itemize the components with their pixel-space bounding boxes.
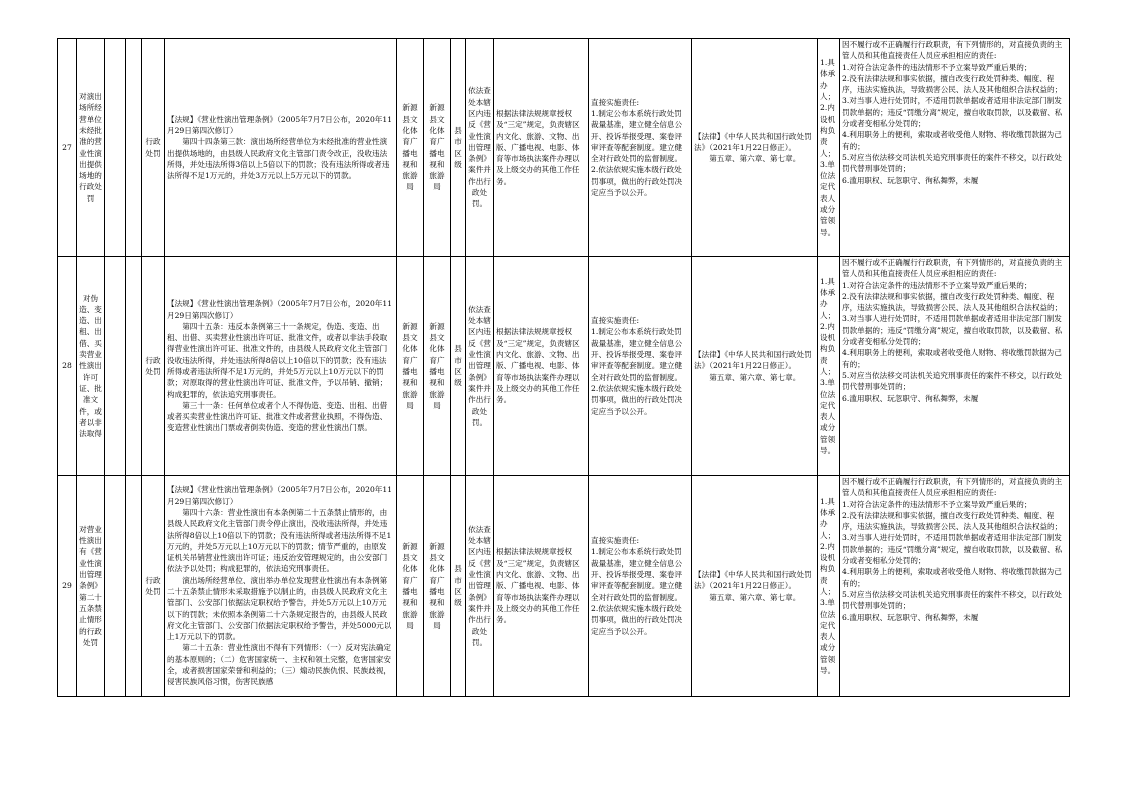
item-name: 对演出场所经营单位未经批准的营业性演出提供场地的行政处罚	[77, 39, 105, 257]
duty-scope: 根据法律法规规章授权及“三定”规定，负责辖区内文化、旅游、文物、出版、广播电视、电影、体育等市场执法案件办理以及上级交办的其他工作任务。	[494, 39, 589, 257]
accountability-circumstances-line: 4.利用职务上的便利，索取或者收受他人财物、将收缴罚款据为己有的；	[842, 130, 1062, 151]
accountability-basis-line: 第五章、第六章、第七章。	[709, 372, 801, 382]
accountability-circumstances-line: 6.滥用职权、玩忽职守、徇私舞弊，未履	[842, 393, 979, 403]
legal-basis-line: 【法规】《营业性演出管理条例》（2005年7月7日公布，2020年11月29日第四次修订）	[167, 299, 393, 320]
accountability-circumstances-line: 因不履行或不正确履行行政职责，有下列情形的，对直接负责的主管人员和其他直接责任人员应承担相应的责任:	[842, 40, 1063, 61]
accountability-circumstances-line: 1.对符合法定条件的违法情形不予立案导致严重后果的；	[842, 62, 1032, 72]
implementation-duty-line: 2.依法依规实施本级行政处罚事项，做出的行政处罚决定应当予以公开。	[591, 603, 683, 636]
power-content: 依法查处本辖区内违反《营业性演出管理条例》案件并作出行政处罚。	[466, 476, 494, 697]
responsible-body: 新源县文化体育广播电视和旅游局	[424, 257, 451, 476]
legal-basis-line: 【法规】《营业性演出管理条例》（2005年7月7日公布，2020年11月29日第四次修订）	[167, 485, 393, 506]
duty-scope: 根据法律法规规章授权及“三定”规定，负责辖区内文化、旅游、文物、出版、广播电视、电影、体育等市场执法案件办理以及上级交办的其他工作任务。	[494, 257, 589, 476]
implementation-duty-line: 2.依法依规实施本级行政处罚事项，做出的行政处罚决定应当予以公开。	[591, 383, 683, 416]
accountability-circumstances-line: 4.利用职务上的便利，索取或者收受他人财物、将收缴罚款据为己有的；	[842, 348, 1062, 369]
sub-item	[105, 39, 126, 257]
accountability-basis-line: 【法律】《中华人民共和国行政处罚法》（2021年1月22日修正）。	[694, 570, 812, 591]
sub-item-2	[126, 39, 142, 257]
accountability-circumstances-line: 6.滥用职权、玩忽职守、徇私舞弊，未履	[842, 175, 979, 185]
legal-basis-line: 第二十五条：营业性演出不得有下列情形：（一）反对宪法确定的基本原则的；（二）危害国家统一、主权和领土完整，危害国家安全，或者损害国家荣誉和利益的；（三）煽动民族仇恨、民族歧视，侵害民族风俗习惯，伤害民族感	[167, 643, 392, 687]
legal-basis	[165, 476, 397, 697]
exercise-level: 县市区级	[451, 39, 466, 257]
implementation-duty-line: 1.制定公布本系统行政处罚裁量基准，建立健全信息公开、投诉举报受理、案卷评审评查等配套制度。建立健全对行政处罚的监督制度。	[591, 108, 683, 164]
accountability-circumstances-line: 2.没有法律法规和事实依据，擅自改变行政处罚种类、幅度、程序，违法实施执法，导致损害公民、法人及其他组织合法权益的；	[842, 291, 1063, 313]
implementation-duty	[589, 39, 692, 257]
legal-basis	[165, 39, 397, 257]
sub-item	[105, 476, 126, 697]
legal-basis-line: 演出场所经营单位、演出举办单位发现营业性演出有本条例第二十五条禁止情形未采取措施予以制止的，由县级人民政府文化主管部门、公安部门依据法定职权给予警告，并处5万元以上10万元以下的罚款；未依照本条例第二十六条规定报告的，由县级人民政府文化主管部门、公安部门依据法定职权给予警告，并处5000元以上1万元以下的罚款。	[167, 575, 392, 642]
implementation-duty-line: 直接实施责任:	[591, 316, 640, 326]
row-number: 27	[58, 39, 77, 257]
accountability-basis	[692, 257, 818, 476]
power-content: 依法查处本辖区内违反《营业性演出管理条例》案件并作出行政处罚。	[466, 257, 494, 476]
implementing-body: 新源县文化体育广播电视和旅游局	[397, 39, 424, 257]
accountability-circumstances-line: 2.没有法律法规和事实依据，擅自改变行政处罚种类、幅度、程序，违法实施执法，导致损害公民、法人及其他组织合法权益的；	[842, 510, 1063, 532]
accountability-circumstances-line: 3.对当事人进行处罚时，不适用罚款单据或者适用非法定部门制发罚款单据的；违反“罚缴分离”规定，擅自收取罚款，以及截留、私分或者变相私分处罚的；	[842, 96, 1063, 129]
implementation-duty	[589, 257, 692, 476]
accountability-circumstances-line: 因不履行或不正确履行行政职责，有下列情形的，对直接负责的主管人员和其他直接责任人员应承担相应的责任:	[842, 258, 1063, 279]
implementation-duty-line: 1.制定公布本系统行政处罚裁量基准，建立健全信息公开、投诉举报受理、案卷评审评查等配套制度。建立健全对行政处罚的监督制度。	[591, 547, 683, 602]
accountability-basis	[692, 476, 818, 697]
accountability-circumstances-line: 因不履行或不正确履行行政职责，有下列情形的，对直接负责的主管人员和其他直接责任人员应承担相应的责任:	[842, 477, 1063, 498]
exercise-level: 县市区级	[451, 476, 466, 697]
implementation-duty-line: 1.制定公布本系统行政处罚裁量基准，建立健全信息公开、投诉举报受理、案卷评审评查等配套制度。建立健全对行政处罚的监督制度。	[591, 327, 683, 382]
power-content: 依法查处本辖区内违反《营业性演出管理条例》案件并作出行政处罚。	[466, 39, 494, 257]
accountability-circumstances-line: 3.对当事人进行处罚时，不适用罚款单据或者适用非法定部门制发罚款单据的；违反“罚缴分离”规定，擅自收取罚款，以及截留、私分或者变相私分处罚的；	[842, 314, 1063, 347]
implementation-duty-line: 2.依法依规实施本级行政处罚事项，做出的行政处罚决定应当予以公开。	[591, 165, 683, 198]
table-row	[58, 476, 1070, 697]
legal-basis-line: 第三十一条：任何单位或者个人不得伪造、变造、出租、出借或者买卖营业性演出许可证、批准文件或者营业执照，不得伪造、变造营业性演出门票或者倒卖伪造、变造的营业性演出门票。	[167, 400, 388, 433]
implementation-duty	[589, 476, 692, 697]
sub-item-2	[126, 476, 142, 697]
implementing-body: 新源县文化体育广播电视和旅游局	[397, 476, 424, 697]
accountability-circumstances-line: 5.对应当依法移交司法机关追究刑事责任的案件不移交，以行政处罚代替刑事处罚的；	[842, 370, 1062, 392]
accountability-basis-line: 【法律】《中华人民共和国行政处罚法》（2021年1月22日修正）。	[694, 350, 812, 371]
row-number: 29	[58, 476, 77, 697]
row-number: 28	[58, 257, 77, 476]
legal-basis	[165, 257, 397, 476]
exercise-level: 县市区级	[451, 257, 466, 476]
item-name: 对伪造、变造、出租、出借、买卖营业性演出许可证、批准文件，或者以非法取得	[77, 257, 105, 476]
power-type: 行政处罚	[142, 257, 165, 476]
power-type: 行政处罚	[142, 39, 165, 257]
accountability-circumstances	[840, 39, 1070, 257]
sub-item-2	[126, 257, 142, 476]
legal-basis-line: 【法规】《营业性演出管理条例》（2005年7月7日公布，2020年11月29日第四次修订）	[167, 114, 393, 135]
accountability-circumstances-line: 5.对应当依法移交司法机关追究刑事责任的案件不移交，以行政处罚代替刑事处罚的；	[842, 589, 1062, 611]
power-type: 行政处罚	[142, 476, 165, 697]
accountability-basis-line: 第五章、第六章、第七章。	[709, 154, 801, 164]
accountability-circumstances	[840, 476, 1070, 697]
responsible-body: 新源县文化体育广播电视和旅游局	[424, 476, 451, 697]
table-row	[58, 39, 1070, 257]
accountability-basis-line: 【法律】《中华人民共和国行政处罚法》（2021年1月22日修正）。	[694, 131, 812, 152]
accountability-circumstances	[840, 257, 1070, 476]
accountability-circumstances-line: 5.对应当依法移交司法机关追究刑事责任的案件不移交，以行政处罚代替刑事处罚的；	[842, 152, 1062, 174]
power-list-table	[57, 38, 1070, 697]
accountability-basis-line: 第五章、第六章、第七章。	[709, 592, 801, 602]
accountable-subject: 1.具体承办人；2.内设机构负责人；3.单位法定代表人或分管领导。	[818, 39, 840, 257]
responsible-body: 新源县文化体育广播电视和旅游局	[424, 39, 451, 257]
accountable-subject: 1.具体承办人；2.内设机构负责人；3.单位法定代表人或分管领导。	[818, 476, 840, 697]
accountable-subject: 1.具体承办人；2.内设机构负责人；3.单位法定代表人或分管领导。	[818, 257, 840, 476]
accountability-basis	[692, 39, 818, 257]
accountability-circumstances-line: 1.对符合法定条件的违法情形不予立案导致严重后果的；	[842, 499, 1032, 509]
legal-basis-line: 第四十六条：营业性演出有本条例第二十五条禁止情形的，由县级人民政府文化主管部门责令停止演出，没收违法所得，并处违法所得8倍以上10倍以下的罚款；没有违法所得或者违法所得不足1万元的，并处5万元以上10万元以下的罚款；情节严重的，由原发证机关吊销营业性演出许可证；违反治安管理规定的，由公安部门依法予以处罚；构成犯罪的，依法追究刑事责任。	[167, 507, 392, 574]
item-name: 对营业性演出有《营业性演出管理条例》第二十五条禁止情形的行政处罚	[77, 476, 105, 697]
sub-item	[105, 257, 126, 476]
accountability-circumstances-line: 6.滥用职权、玩忽职守、徇私舞弊，未履	[842, 612, 979, 622]
duty-scope: 根据法律法规规章授权及“三定”规定，负责辖区内文化、旅游、文物、出版、广播电视、电影、体育等市场执法案件办理以及上级交办的其他工作任务。	[494, 476, 589, 697]
table-row	[58, 257, 1070, 476]
implementation-duty-line: 直接实施责任:	[591, 536, 640, 546]
accountability-circumstances-line: 1.对符合法定条件的违法情形不予立案导致严重后果的；	[842, 280, 1032, 290]
legal-basis-line: 第四十四条第三款：演出场所经营单位为未经批准的营业性演出提供场地的，由县级人民政府文化主管部门责令改正，没收违法所得，并处违法所得3倍以上5倍以下的罚款；没有违法所得或者违法所得不足1万元的，并处3万元以上5万元以下的罚款。	[167, 137, 390, 181]
implementing-body: 新源县文化体育广播电视和旅游局	[397, 257, 424, 476]
accountability-circumstances-line: 2.没有法律法规和事实依据，擅自改变行政处罚种类、幅度、程序，违法实施执法，导致损害公民、法人及其他组织合法权益的；	[842, 73, 1063, 95]
implementation-duty-line: 直接实施责任:	[591, 97, 640, 107]
accountability-circumstances-line: 3.对当事人进行处罚时，不适用罚款单据或者适用非法定部门制发罚款单据的；违反“罚缴分离”规定，擅自收取罚款，以及截留、私分或者变相私分处罚的；	[842, 533, 1063, 566]
accountability-circumstances-line: 4.利用职务上的便利，索取或者收受他人财物、将收缴罚款据为己有的；	[842, 567, 1062, 588]
legal-basis-line: 第四十五条：违反本条例第三十一条规定，伪造、变造、出租、出借、买卖营业性演出许可证、批准文件，或者以非法手段取得营业性演出许可证、批准文件的，由县级人民政府文化主管部门没收违法所得，并处违法所得8倍以上10倍以下的罚款；没有违法所得或者违法所得不足1万元的，并处5万元以上10万元以下的罚款；对原取得的营业性演出许可证、批准文件，予以吊销、撤销；构成犯罪的，依法追究刑事责任。	[167, 321, 388, 399]
